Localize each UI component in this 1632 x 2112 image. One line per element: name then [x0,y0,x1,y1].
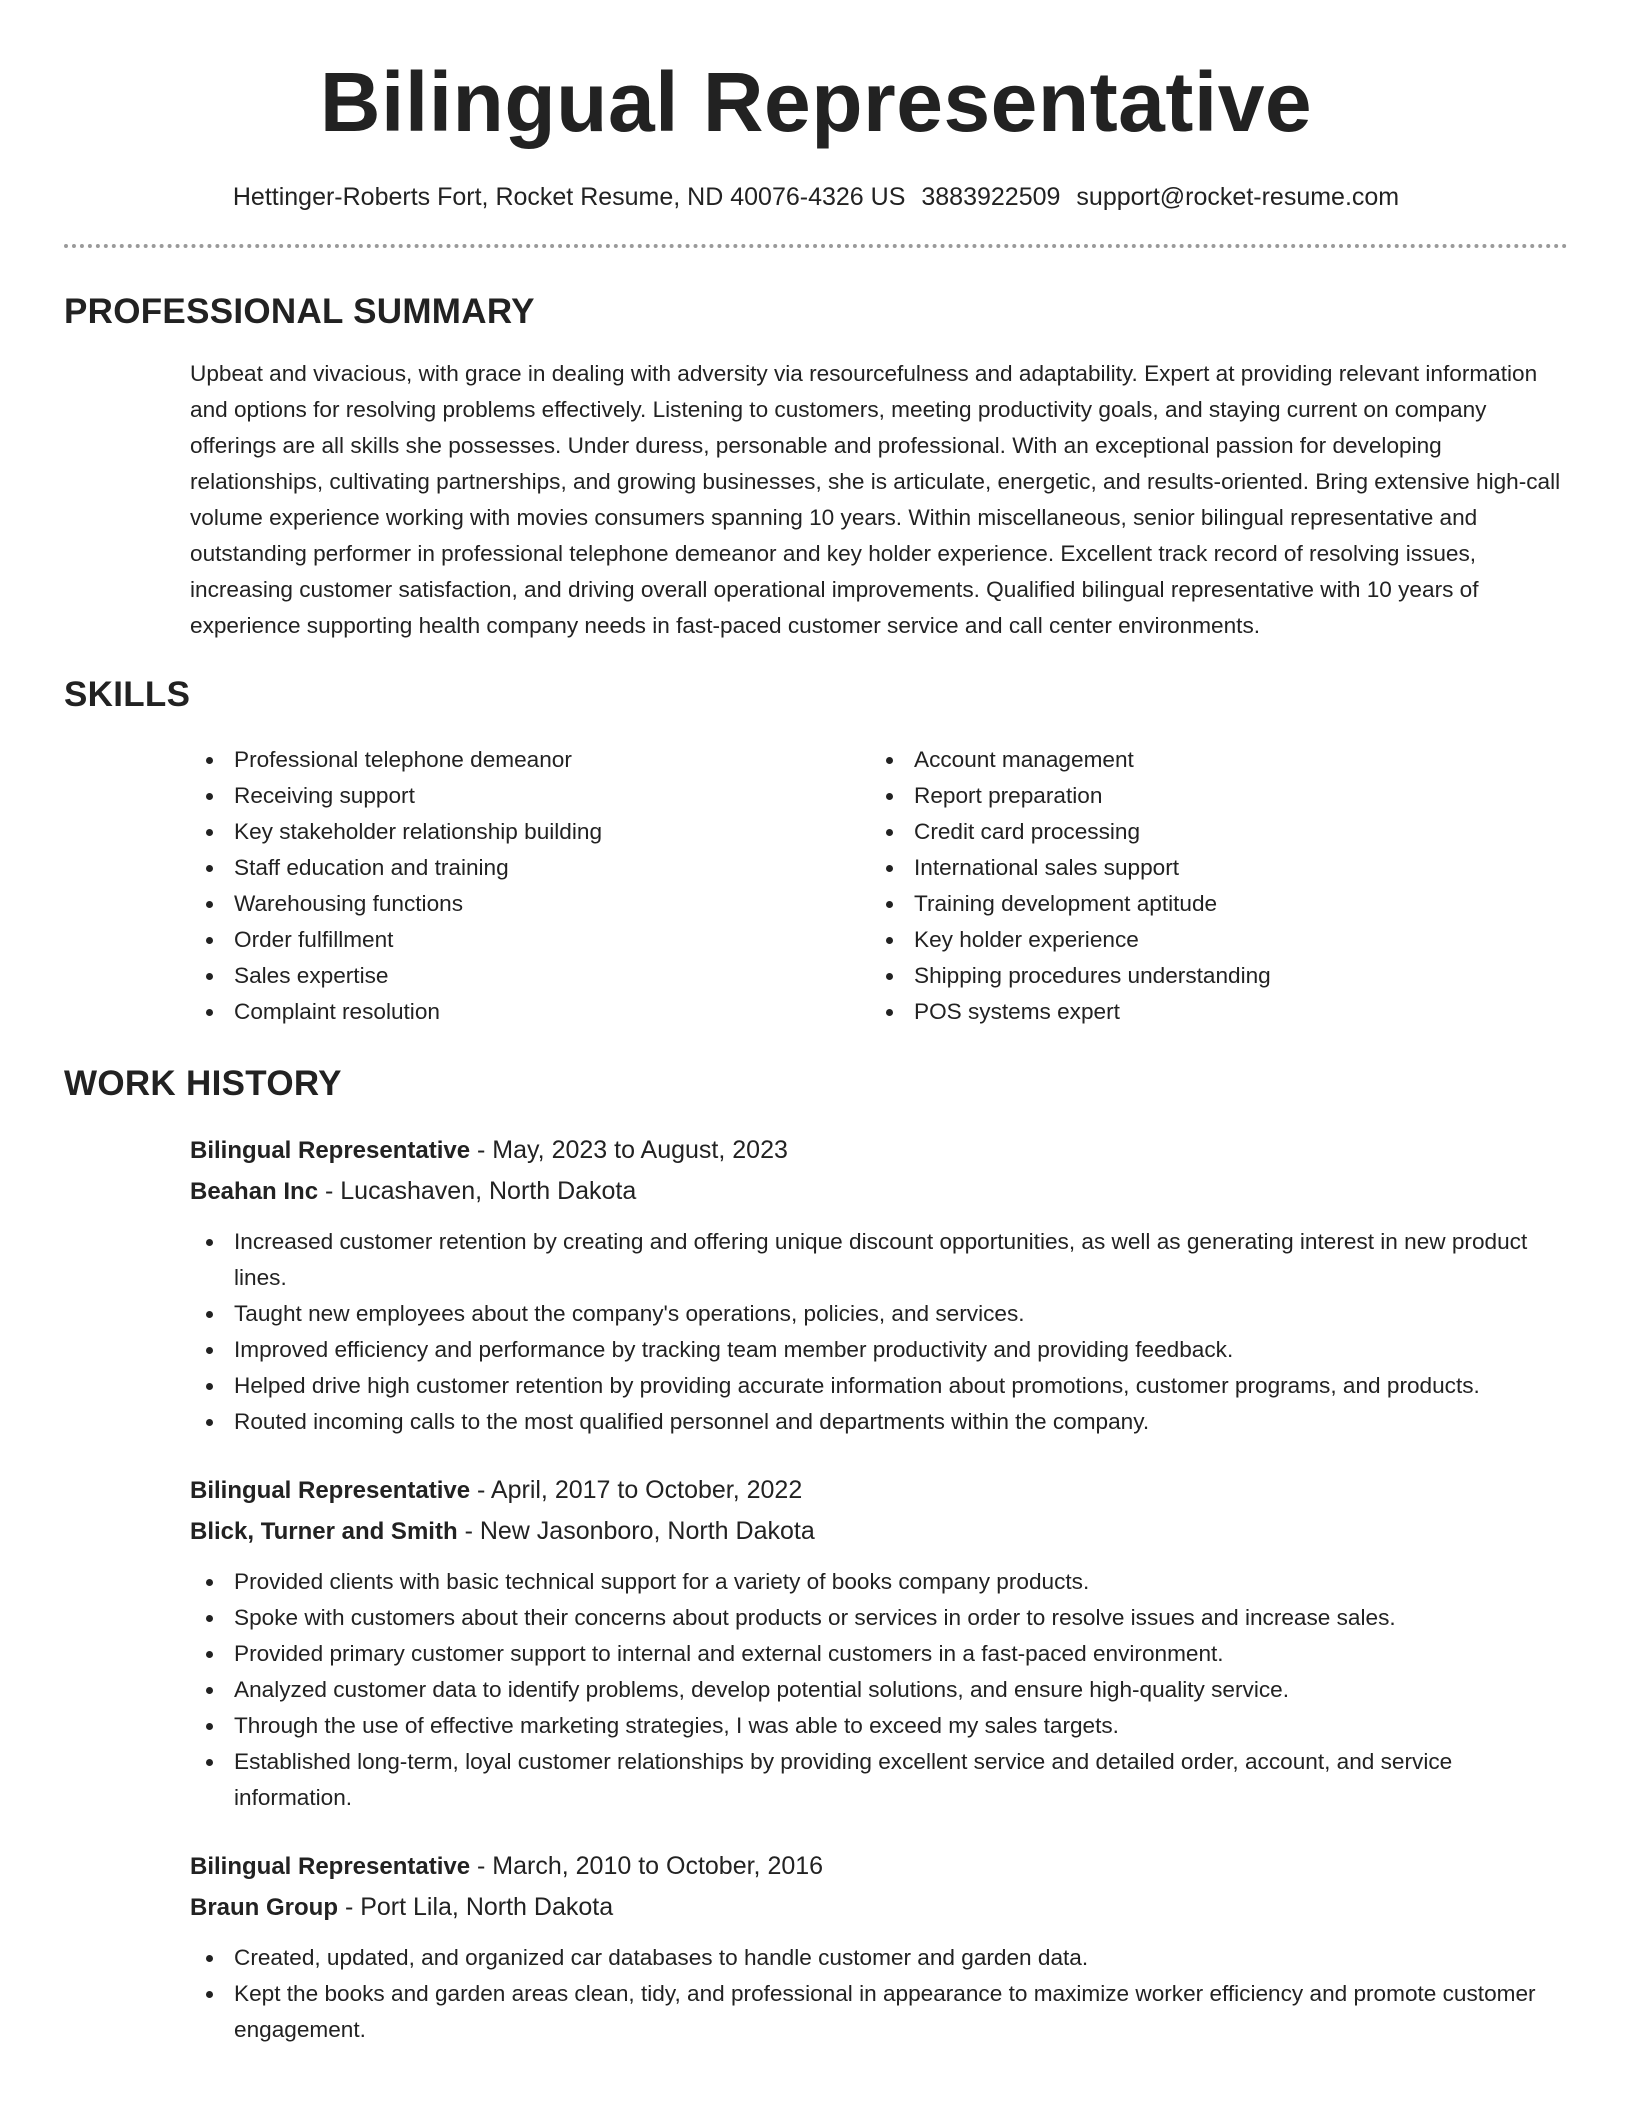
resume-page [64,0,1568,2048]
skills-heading: SKILLS [64,675,191,714]
job-bullet: Helped drive high customer retention by providing accurate information about promotions, customer programs, and products. [190,1368,1568,1404]
contact-line [64,180,1568,214]
job-company-line [190,1171,1568,1212]
job-dates: - May, 2023 to August, 2023 [477,1136,788,1164]
job-entry [190,1470,1568,1816]
header-divider [64,244,1568,248]
skill-item: Order fulfillment [190,922,870,958]
job-bullets [190,1564,1568,1816]
job-bullet: Provided primary customer support to internal and external customers in a fast-paced environment. [190,1636,1568,1672]
skill-item: Report preparation [870,778,1550,814]
job-company: Blick, Turner and Smith [190,1518,458,1545]
skill-item: POS systems expert [870,994,1550,1030]
job-bullet: Improved efficiency and performance by tracking team member productivity and providing feedback. [190,1332,1568,1368]
job-title-line [190,1470,1568,1511]
job-role: Bilingual Representative [190,1853,471,1880]
job-dates: - March, 2010 to October, 2016 [477,1852,824,1880]
job-dates: - April, 2017 to October, 2022 [477,1476,803,1504]
work-history-heading: WORK HISTORY [64,1064,342,1103]
summary-text: Upbeat and vivacious, with grace in dealing with adversity via resourcefulness and adaptability. Expert at providing relevant information and options for resolving problems effectively. Listening to customers, meeting productivity goals, and staying current on company offerings are all skills she possesses. Under duress, personable and professional. With an exceptional passion for developing relationships, cultivating partnerships, and growing businesses, she is articulate, energetic, and results-oriented. Bring extensive high-call volume experience working with movies consumers spanning 10 years. Within miscellaneous, senior bilingual representative and outstanding performer in professional telephone demeanor and key holder experience. Excellent track record of resolving issues, increasing customer satisfaction, and driving overall operational improvements. Qualified bilingual representative with 10 years of experience supporting health company needs in fast-paced customer service and call center environments. [190,361,1561,638]
skill-item: Complaint resolution [190,994,870,1030]
skill-item: Staff education and training [190,850,870,886]
skill-item: Key holder experience [870,922,1550,958]
job-bullet: Kept the books and garden areas clean, tidy, and professional in appearance to maximize worker efficiency and promote customer engagement. [190,1976,1568,2048]
job-bullet: Provided clients with basic technical support for a variety of books company products. [190,1564,1568,1600]
job-company: Beahan Inc [190,1178,319,1205]
skill-item: Warehousing functions [190,886,870,922]
job-bullet: Through the use of effective marketing strategies, I was able to exceed my sales targets. [190,1708,1568,1744]
job-bullets [190,1224,1568,1440]
resume-name: Bilingual Representative [319,55,1313,149]
skill-item: Account management [870,742,1550,778]
job-bullet: Spoke with customers about their concerns about products or services in order to resolve issues and increase sales. [190,1600,1568,1636]
skill-item: Training development aptitude [870,886,1550,922]
skill-item: International sales support [870,850,1550,886]
job-role: Bilingual Representative [190,1477,471,1504]
job-bullet: Created, updated, and organized car databases to handle customer and garden data. [190,1940,1568,1976]
job-bullet: Taught new employees about the company's operations, policies, and services. [190,1296,1568,1332]
summary-heading: PROFESSIONAL SUMMARY [64,292,535,331]
job-role: Bilingual Representative [190,1137,471,1164]
skill-item: Key stakeholder relationship building [190,814,870,850]
job-bullets [190,1940,1568,2048]
job-title-line [190,1846,1568,1887]
job-location: - New Jasonboro, North Dakota [464,1517,815,1545]
skill-item: Shipping procedures understanding [870,958,1550,994]
job-title-line [190,1130,1568,1171]
skill-item: Sales expertise [190,958,870,994]
job-bullet: Routed incoming calls to the most qualified personnel and departments within the company. [190,1404,1568,1440]
job-company-line [190,1511,1568,1552]
skill-item: Receiving support [190,778,870,814]
job-location: - Lucashaven, North Dakota [325,1177,637,1205]
contact-address: Hettinger-Roberts Fort, Rocket Resume, ND 40076-4326 US [232,183,906,211]
job-bullet: Increased customer retention by creating and offering unique discount opportunities, as well as generating interest in new product lines. [190,1224,1568,1296]
contact-phone: 3883922509 [921,183,1061,211]
skills-column-right [870,742,1550,1030]
job-entry [190,1846,1568,2048]
job-location: - Port Lila, North Dakota [344,1893,614,1921]
job-bullet: Analyzed customer data to identify problems, develop potential solutions, and ensure high-quality service. [190,1672,1568,1708]
skills-grid [190,742,1568,1030]
job-company: Braun Group [190,1894,338,1921]
job-bullet: Established long-term, loyal customer relationships by providing excellent service and detailed order, account, and service information. [190,1744,1568,1816]
skills-column-left [190,742,870,1030]
job-entry [190,1130,1568,1440]
job-company-line [190,1887,1568,1928]
skill-item: Professional telephone demeanor [190,742,870,778]
skill-item: Credit card processing [870,814,1550,850]
contact-email: support@rocket-resume.com [1076,183,1400,211]
